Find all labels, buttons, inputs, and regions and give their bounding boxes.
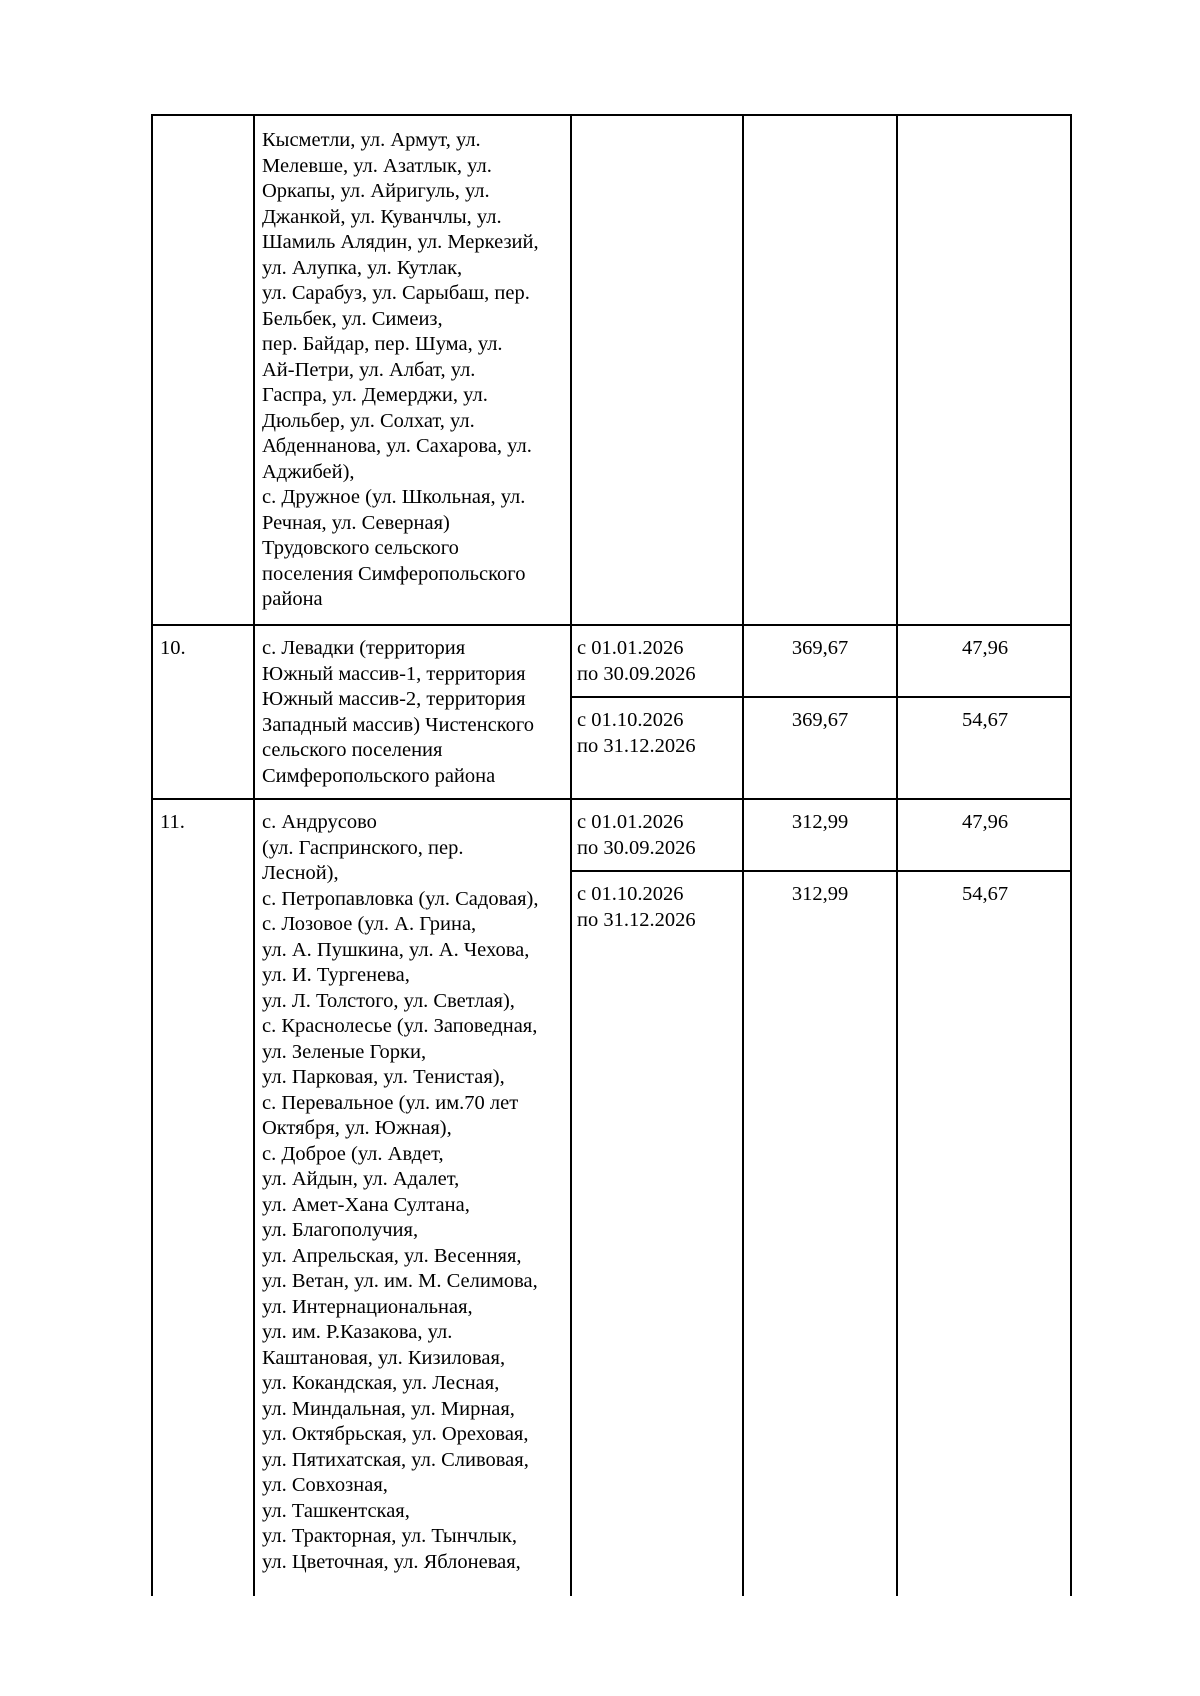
- table-border-right: [1070, 115, 1072, 1596]
- row-10-value-a-1: 369,67: [791, 637, 849, 659]
- row-11-value-b-1: 47,96: [961, 811, 1009, 833]
- row-10-address: с. Левадки (территория Южный массив-1, территория Южный массив-2, территория Западный массив) Чистенского сельского поселения Симферопольского района: [262, 637, 535, 787]
- row-11-subrow-separator: [570, 870, 1072, 872]
- row-11-period-2: с 01.10.2026 по 31.12.2026: [577, 883, 696, 931]
- row-separator-11: [151, 798, 1072, 800]
- row-11-period-1: с 01.01.2026 по 30.09.2026: [577, 811, 696, 859]
- row-11-value-b-2: 54,67: [961, 883, 1009, 905]
- row-11-number: 11.: [160, 811, 185, 833]
- row-11-address: с. Андрусово (ул. Гаспринского, пер. Лесной), с. Петропавловка (ул. Садовая), с. Лозовое (ул. А. Грина, ул. А. Пушкина, ул. А. Чехова, ул. И. Тургенева, ул. Л. Толстого, ул. Светлая), с. Краснолесье (ул. Заповедная, ул. Зеленые Горки, ул. Парковая, ул. Тенистая), с. Перевальное (ул. им.70 лет Октября, ул. Южная), с. Доброе (ул. Авдет, ул. Айдын, ул. Адалет, ул. Амет-Хана Султана, ул. Благополучия, ул. Апрельская, ул. Весенняя, ул. Ветан, ул. им. М. Селимова, ул. Интернациональная, ул. им. Р.Казакова, ул. Каштановая, ул. Кизиловая, ул. Кокандская, ул. Лесная, ул. Миндальная, ул. Мирная, ул. Октябрьская, ул. Ореховая, ул. Пятихатская, ул. Сливовая, ул. Совхозная, ул. Ташкентская, ул. Тракторная, ул. Тынчлык, ул. Цветочная, ул. Яблоневая,: [262, 811, 539, 1573]
- row-10-period-1: с 01.01.2026 по 30.09.2026: [577, 637, 696, 685]
- table-border-col4: [742, 115, 744, 1596]
- row-10-number: 10.: [160, 637, 186, 659]
- row-separator-10: [151, 624, 1072, 626]
- row-10-value-b-1: 47,96: [961, 637, 1009, 659]
- row-11-value-a-1: 312,99: [791, 811, 849, 833]
- row-10-value-b-2: 54,67: [961, 709, 1009, 731]
- table-border-left: [151, 115, 153, 1596]
- row-10-period-2: с 01.10.2026 по 31.12.2026: [577, 709, 696, 757]
- row-10-value-a-2: 369,67: [791, 709, 849, 731]
- row-continued-address: Кысметли, ул. Армут, ул. Мелевше, ул. Азатлык, ул. Оркапы, ул. Айригуль, ул. Джанкой, ул. Куванчлы, ул. Шамиль Алядин, ул. Меркезий, ул. Алупка, ул. Кутлак, ул. Сарабуз, ул. Сарыбаш, пер. Бельбек, ул. Симеиз, пер. Байдар, пер. Шума, ул. Ай-Петри, ул. Албат, ул. Гаспра, ул. Демерджи, ул. Дюльбер, ул. Солхат, ул. Абденнанова, ул. Сахарова, ул. Аджибей), с. Дружное (ул. Школьная, ул. Речная, ул. Северная) Трудовского сельского поселения Симферопольского района: [262, 129, 539, 610]
- table-border-col5: [896, 115, 898, 1596]
- row-10-subrow-separator: [570, 696, 1072, 698]
- row-11-value-a-2: 312,99: [791, 883, 849, 905]
- table-border-top: [151, 114, 1072, 116]
- table-border-col2: [253, 115, 255, 1596]
